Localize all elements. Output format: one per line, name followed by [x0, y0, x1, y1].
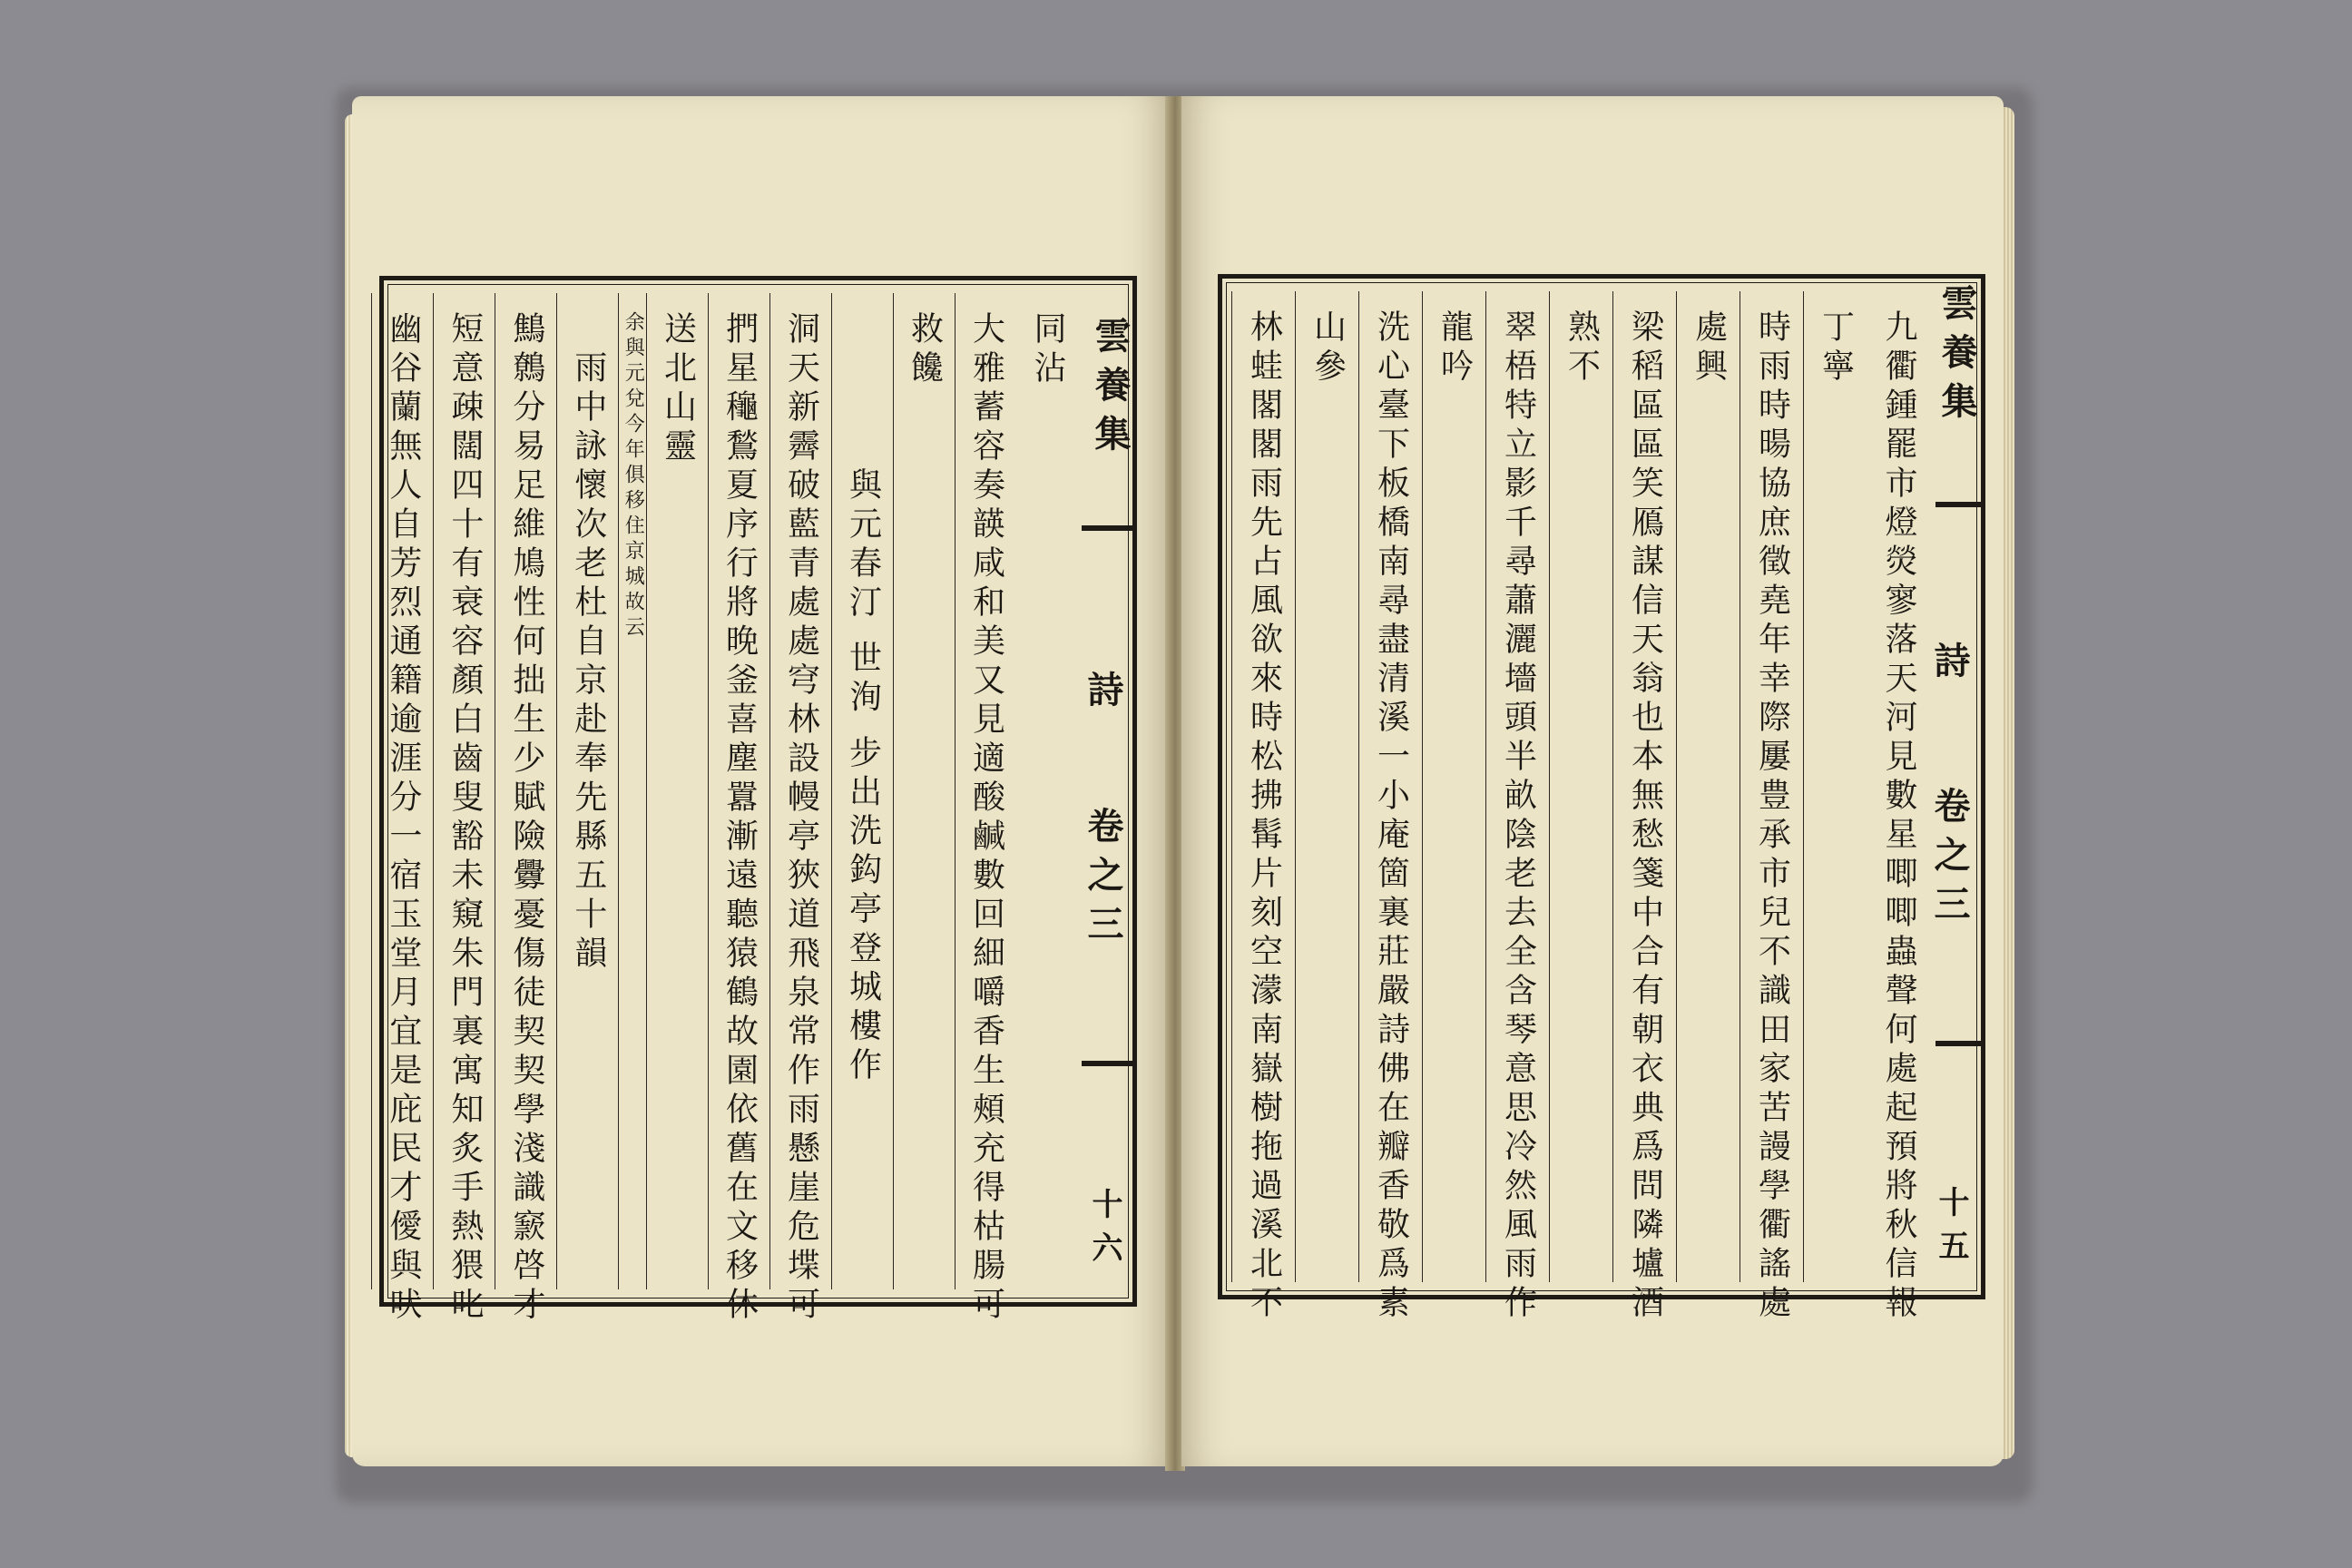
right-folio-section: 詩: [1928, 642, 1971, 691]
left-page-column: 雨中詠懷次老杜自京赴奉先縣五十韻: [556, 293, 618, 1289]
left-page-column: 鷦鷯分易足維鳩性何拙生少賦險釁憂傷徒契契學淺識窾啓才: [495, 293, 556, 1289]
right-page-column: 洗心臺下板橋南尋盡清溪一小庵箇裏莊嚴詩佛在瓣香敬爲素: [1358, 291, 1422, 1282]
left-page-column: 救饞: [893, 293, 955, 1289]
right-page-column: 山參: [1295, 291, 1358, 1282]
left-page-column: 大雅蓄容奏韺咸和美又見適酸鹹數回細嚼香生頰充得枯腸可: [955, 293, 1016, 1289]
right-page-column: 梁稻區區笑鴈謀信天翁也本無愁箋中合有朝衣典爲問隣壚酒: [1612, 291, 1676, 1282]
right-folio-title: 雲養集: [1936, 284, 1978, 431]
left-page-column: 捫星龝鶖夏序行將晚釜喜塵囂漸遠聽猿鶴故園依舊在文移休: [708, 293, 769, 1289]
left-page-column: 同沾: [1029, 311, 1066, 389]
left-page: [352, 96, 1169, 1466]
open-book: [345, 96, 2014, 1475]
left-folio-section: 詩: [1082, 671, 1124, 720]
right-page-column: 熟不: [1549, 291, 1612, 1282]
right-page-column: 龍吟: [1422, 291, 1485, 1282]
right-folio-number: 十五: [1933, 1186, 1969, 1273]
left-folio-title: 雲養集: [1089, 317, 1132, 464]
left-page-column: 與元春汀 世洵 步出洗鈎亭登城樓作: [831, 293, 893, 1289]
left-folio-rule-bottom: [1082, 1061, 1132, 1066]
left-folio-number: 十六: [1086, 1188, 1122, 1275]
left-page-column: 幽谷蘭無人自芳烈通籍逾涯分一宿玉堂月宜是庇民才僾與吠: [371, 293, 433, 1289]
right-page-column: 處興: [1676, 291, 1740, 1282]
right-folio-rule-top: [1936, 502, 1981, 507]
right-page-column: 翠梧特立影千尋蕭灑墻頭半畝陰老去全含琴意思冷然風雨作: [1485, 291, 1549, 1282]
right-text-frame: [1218, 274, 1985, 1324]
left-text-frame: [379, 276, 1137, 1326]
right-folio-rule-bottom: [1936, 1041, 1981, 1046]
right-page-column: 林蛙閣閣雨先占風欲來時松拂髯片刻空濛南嶽樹拖過溪北不: [1231, 291, 1295, 1282]
right-page-column: 時雨時暘協庶徵堯年幸際屢豊承市兒不識田家苦謾學衢謠處: [1740, 291, 1803, 1282]
left-page-column: 短意疎闊四十有衰容顏白齒叟豁未窺朱門裏寓知炙手熱猥叱: [433, 293, 495, 1289]
left-folio-rule-top: [1082, 525, 1132, 531]
right-page: [1181, 96, 2004, 1466]
right-folio-volume: 卷之三: [1928, 787, 1971, 934]
left-page-column: 洞天新霽破藍青處處穹林設幔亭狹道飛泉常作雨懸崖危堞可: [769, 293, 831, 1289]
left-folio-volume: 卷之三: [1082, 807, 1124, 954]
left-page-column: 余與元兌今年俱移住京城故云: [618, 293, 646, 1289]
right-page-column: 九衢鍾罷市燈熒寥落天河見數星唧唧蟲聲何處起預將秋信報: [1880, 309, 1917, 1324]
right-page-column: 丁寧: [1803, 291, 1867, 1282]
left-page-column: 送北山靈: [646, 293, 708, 1289]
